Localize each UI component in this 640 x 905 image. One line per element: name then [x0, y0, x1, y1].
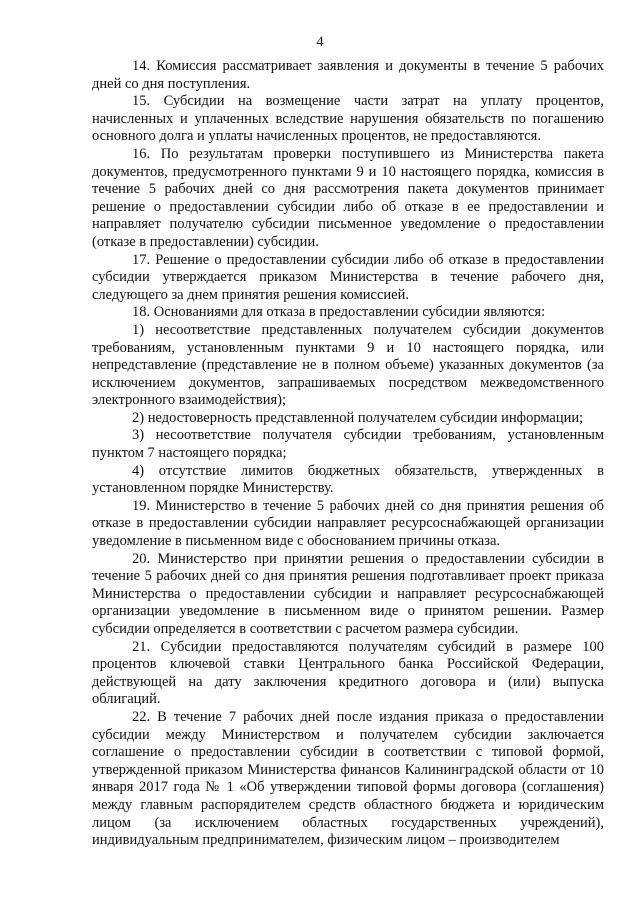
document-body — [92, 58, 604, 850]
paragraph-22: 22. В течение 7 рабочих дней после издания приказа о предоставлении субсидии между Министерством и получателем субсидии заключается соглашение о предоставлении субсидии в соответствии с типовой формой, утвержденной приказом Министерства финансов Калининградской области от 10 января 2017 года № 1 «Об утверждении типовой формы договора (соглашения) между главным распорядителем средств областного бюджета и юридическим лицом (за исключением областных государственных учреждений), индивидуальным предпринимателем, физическим лицом – производителем — [92, 708, 604, 849]
paragraph-16: 16. По результатам проверки поступившего из Министерства пакета документов, предусмотренного пунктами 9 и 10 настоящего порядка, комиссия в течение 5 рабочих дней со дня рассмотрения пакета документов принимает решение о предоставлении субсидии либо об отказе в ее предоставлении и направляет получателю субсидии письменное уведомление о предоставлении (отказе в предоставлении) субсидии. — [92, 145, 604, 250]
paragraph-19: 19. Министерство в течение 5 рабочих дней со дня принятия решения об отказе в предоставлении субсидии направляет ресурсоснабжающей организации уведомление в письменном виде с обоснованием причины отказа. — [92, 497, 604, 550]
paragraph-18: 18. Основаниями для отказа в предоставлении субсидии являются: — [132, 304, 546, 321]
paragraph-21: 21. Субсидии предоставляются получателям субсидий в размере 100 процентов ключевой ставки Центрального банка Российской Федерации, действующей на дату заключения кредитного договора и (или) выпуска облигаций. — [92, 638, 604, 708]
paragraph-18-item-2: 2) недостоверность представленной получателем субсидии информации; — [132, 409, 584, 426]
paragraph-18-item-1: 1) несоответствие представленных получателем субсидии документов требованиям, установленным пунктами 9 и 10 настоящего порядка, или непредставление (представление не в полном объеме) указанных документов (за исключением документов, запрашиваемых посредством межведомственного электронного взаимодействия); — [92, 321, 604, 409]
paragraph-14: 14. Комиссия рассматривает заявления и документы в течение 5 рабочих дней со дня поступления. — [92, 58, 604, 92]
paragraph-18-item-4: 4) отсутствие лимитов бюджетных обязательств, утвержденных в установленном порядке Министерству. — [92, 462, 604, 497]
paragraph-18-item-3: 3) несоответствие получателя субсидии требованиям, установленным пунктом 7 настоящего порядка; — [92, 427, 604, 462]
paragraph-15: 15. Субсидии на возмещение части затрат на уплату процентов, начисленных и уплаченных вследствие нарушения обязательств по погашению основного долга и уплаты начисленных процентов, не предоставляются. — [92, 93, 604, 145]
page-number: 4 — [316, 34, 324, 50]
paragraph-20: 20. Министерство при принятии решения о предоставлении субсидии в течение 5 рабочих дней со дня принятия решения подготавливает проект приказа Министерства о предоставлении субсидии и направляет ресурсоснабжающей организации уведомление в письменном виде о принятом решении. Размер субсидии определяется в соответствии с расчетом размера субсидии. — [92, 550, 604, 637]
paragraph-17: 17. Решение о предоставлении субсидии либо об отказе в предоставлении субсидии утверждается приказом Министерства в течение рабочего дня, следующего за днем принятия решения комиссией. — [92, 251, 604, 303]
